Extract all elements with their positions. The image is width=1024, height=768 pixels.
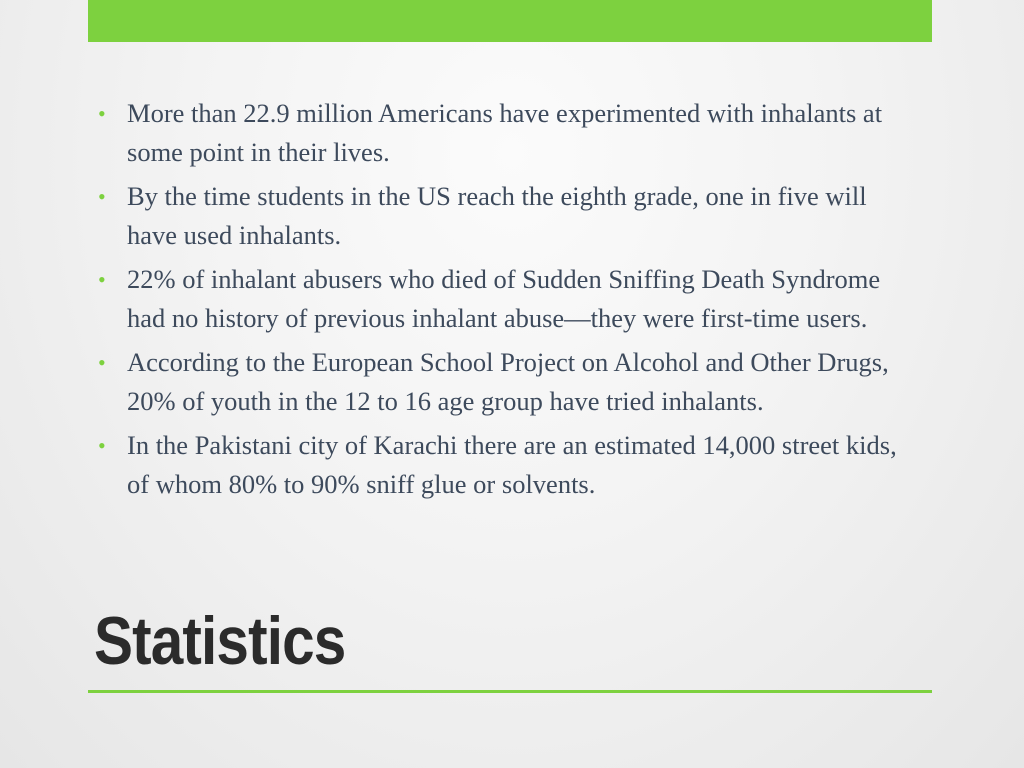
bullet-icon: • xyxy=(98,433,106,458)
bullet-item xyxy=(98,94,908,172)
bullet-list xyxy=(98,94,908,509)
bullet-text: According to the European School Project on Alcohol and Other Drugs, 20% of youth in the 12 to 16 age group have tried inhalants. xyxy=(127,347,889,416)
top-accent-bar xyxy=(88,0,932,42)
bullet-text: By the time students in the US reach the eighth grade, one in five will have used inhalants. xyxy=(127,181,867,250)
bullet-item xyxy=(98,426,908,504)
bullet-icon: • xyxy=(98,184,106,209)
bullet-text: In the Pakistani city of Karachi there are an estimated 14,000 street kids, of whom 80% to 90% sniff glue or solvents. xyxy=(127,430,897,499)
bullet-text: More than 22.9 million Americans have experimented with inhalants at some point in their lives. xyxy=(127,98,883,167)
bullet-item xyxy=(98,343,908,421)
bullet-icon: • xyxy=(98,267,106,292)
title-underline xyxy=(88,690,932,693)
slide-title: Statistics xyxy=(94,603,346,679)
bullet-icon: • xyxy=(98,101,106,126)
bullet-item xyxy=(98,260,908,338)
bullet-text: 22% of inhalant abusers who died of Sudden Sniffing Death Syndrome had no history of previous inhalant abuse—they were first-time users. xyxy=(127,264,881,333)
bullet-icon: • xyxy=(98,350,106,375)
bullet-item xyxy=(98,177,908,255)
